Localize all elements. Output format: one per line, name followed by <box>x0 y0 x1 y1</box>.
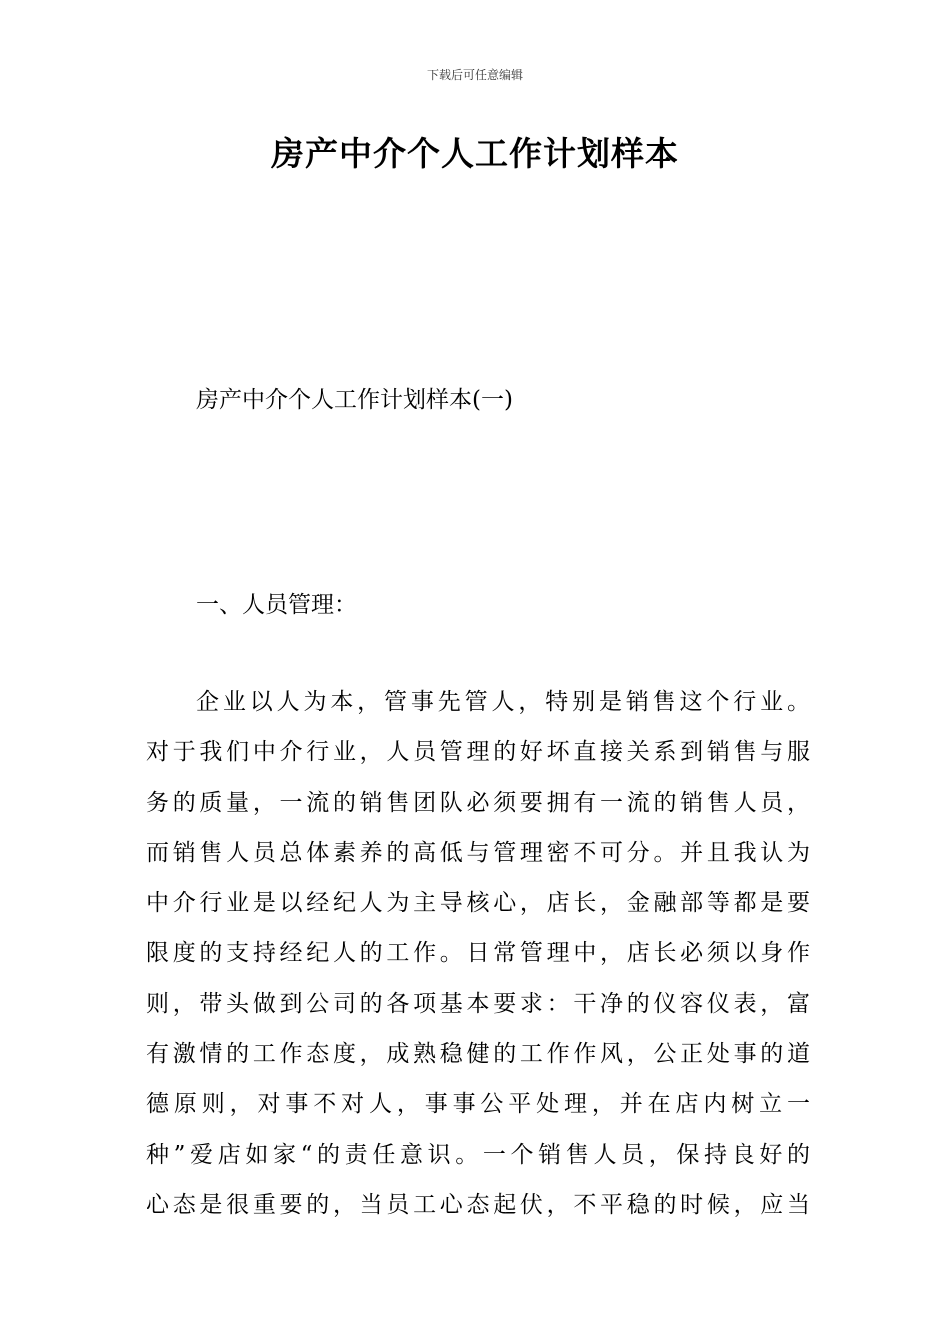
body-line: 心态是很重要的，当员工心态起伏，不平稳的时候，应当 <box>146 1191 810 1218</box>
header-note: 下载后可任意编辑 <box>426 68 523 82</box>
document-title: 房产中介个人工作计划样本 <box>271 134 679 173</box>
body-line: 限度的支持经纪人的工作。日常管理中，店长必须以身作 <box>146 940 810 967</box>
body-line: 则，带头做到公司的各项基本要求：干净的仪容仪表，富 <box>146 990 810 1017</box>
body-line: 种”爱店如家“的责任意识。一个销售人员，保持良好的 <box>146 1141 810 1168</box>
body-line: 中介行业是以经纪人为主导核心，店长，金融部等都是要 <box>146 890 810 917</box>
body-line: 对于我们中介行业，人员管理的好坏直接关系到销售与服 <box>146 739 810 766</box>
body-line: 企业以人为本，管事先管人，特别是销售这个行业。 <box>196 689 810 715</box>
body-paragraph <box>146 677 810 1230</box>
body-line: 有激情的工作态度，成熟稳健的工作作风，公正处事的道 <box>146 1041 810 1068</box>
body-line: 务的质量，一流的销售团队必须要拥有一流的销售人员， <box>146 789 810 816</box>
body-line: 德原则，对事不对人，事事公平处理，并在店内树立一 <box>146 1091 810 1118</box>
document-subtitle: 房产中介个人工作计划样本(一) <box>196 387 513 413</box>
section-heading: 一、人员管理： <box>196 592 357 618</box>
body-line: 而销售人员总体素养的高低与管理密不可分。并且我认为 <box>146 839 810 866</box>
